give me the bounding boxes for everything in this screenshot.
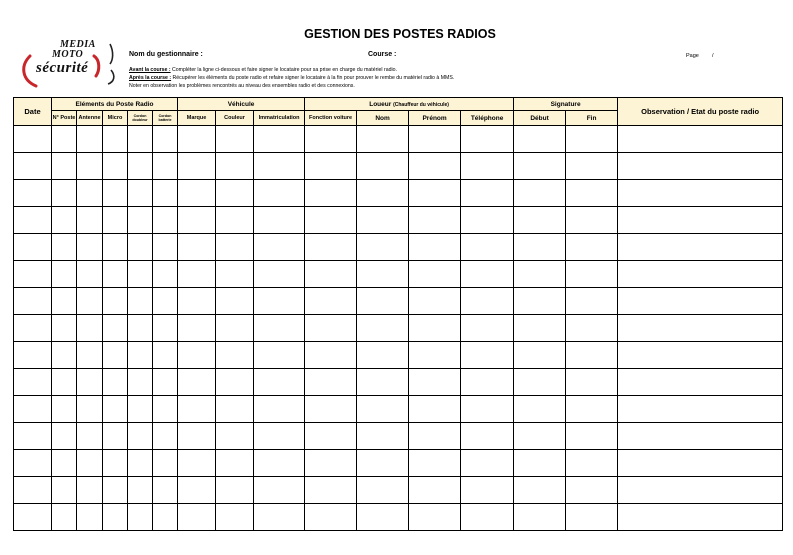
table-cell[interactable]	[216, 450, 254, 477]
table-cell[interactable]	[618, 126, 783, 153]
table-cell[interactable]	[52, 288, 77, 315]
table-cell[interactable]	[77, 207, 103, 234]
table-cell[interactable]	[305, 288, 357, 315]
table-cell[interactable]	[461, 261, 514, 288]
table-cell[interactable]	[409, 180, 461, 207]
table-row	[14, 180, 783, 207]
table-cell[interactable]	[103, 450, 128, 477]
table-cell[interactable]	[77, 450, 103, 477]
table-cell[interactable]	[216, 180, 254, 207]
table-cell[interactable]	[77, 477, 103, 504]
table-cell[interactable]	[128, 261, 153, 288]
table-cell[interactable]	[618, 261, 783, 288]
table-cell[interactable]	[128, 423, 153, 450]
table-cell[interactable]	[357, 450, 409, 477]
table-cell[interactable]	[14, 207, 52, 234]
table-cell[interactable]	[14, 423, 52, 450]
signature-group-header: Signature	[514, 98, 618, 111]
table-cell[interactable]	[618, 396, 783, 423]
table-cell[interactable]	[254, 261, 305, 288]
table-cell[interactable]	[461, 207, 514, 234]
antenne-header: Antenne	[77, 111, 103, 126]
page-separator: /	[712, 53, 714, 59]
table-cell[interactable]	[409, 369, 461, 396]
table-cell[interactable]	[153, 207, 178, 234]
table-cell[interactable]	[178, 261, 216, 288]
table-row	[14, 126, 783, 153]
table-cell[interactable]	[52, 180, 77, 207]
table-cell[interactable]	[357, 504, 409, 531]
table-cell[interactable]	[52, 261, 77, 288]
table-row	[14, 261, 783, 288]
table-cell[interactable]	[566, 504, 618, 531]
table-cell[interactable]	[178, 234, 216, 261]
table-cell[interactable]	[461, 450, 514, 477]
table-cell[interactable]	[14, 396, 52, 423]
table-cell[interactable]	[103, 423, 128, 450]
table-row	[14, 153, 783, 180]
table-cell[interactable]	[514, 315, 566, 342]
table-cell[interactable]	[618, 477, 783, 504]
table-cell[interactable]	[254, 315, 305, 342]
table-cell[interactable]	[514, 180, 566, 207]
table-cell[interactable]	[254, 450, 305, 477]
table-cell[interactable]	[618, 342, 783, 369]
table-cell[interactable]	[153, 126, 178, 153]
table-cell[interactable]	[77, 342, 103, 369]
table-cell[interactable]	[14, 153, 52, 180]
table-cell[interactable]	[178, 126, 216, 153]
table-cell[interactable]	[128, 369, 153, 396]
table-cell[interactable]	[305, 153, 357, 180]
table-cell[interactable]	[178, 153, 216, 180]
table-cell[interactable]	[14, 234, 52, 261]
table-cell[interactable]	[128, 180, 153, 207]
table-row	[14, 450, 783, 477]
table-cell[interactable]	[77, 423, 103, 450]
table-cell[interactable]	[128, 126, 153, 153]
table-cell[interactable]	[128, 207, 153, 234]
table-cell[interactable]	[461, 288, 514, 315]
page-title: GESTION DES POSTES RADIOS	[304, 27, 496, 41]
course-label: Course :	[368, 51, 397, 58]
table-cell[interactable]	[216, 288, 254, 315]
table-cell[interactable]	[77, 180, 103, 207]
page-label: Page	[686, 53, 699, 59]
table-cell[interactable]	[566, 180, 618, 207]
table-cell[interactable]	[305, 207, 357, 234]
instruction-before	[129, 67, 397, 73]
table-cell[interactable]	[514, 261, 566, 288]
table-cell[interactable]	[77, 261, 103, 288]
table-cell[interactable]	[77, 396, 103, 423]
table-cell[interactable]	[357, 153, 409, 180]
table-cell[interactable]	[514, 423, 566, 450]
table-cell[interactable]	[14, 126, 52, 153]
table-cell[interactable]	[103, 369, 128, 396]
table-cell[interactable]	[128, 153, 153, 180]
table-cell[interactable]	[103, 396, 128, 423]
table-cell[interactable]	[461, 423, 514, 450]
table-cell[interactable]	[618, 207, 783, 234]
table-cell[interactable]	[566, 288, 618, 315]
table-cell[interactable]	[409, 450, 461, 477]
instruction-before-text: Compléter la ligne ci-dessous et faire signer le locataire pour sa prise en charge du matériel radio.	[170, 67, 397, 73]
table-cell[interactable]	[409, 504, 461, 531]
table-cell[interactable]	[254, 342, 305, 369]
radio-log-table	[13, 97, 783, 531]
table-cell[interactable]	[103, 207, 128, 234]
table-cell[interactable]	[566, 261, 618, 288]
table-cell[interactable]	[357, 234, 409, 261]
marque-header: Marque	[178, 111, 216, 126]
table-cell[interactable]	[514, 396, 566, 423]
table-cell[interactable]	[461, 126, 514, 153]
table-cell[interactable]	[566, 423, 618, 450]
instruction-after-text: Récupérer les éléments du poste radio et refaire signer le locataire à la fin pour prouver le rembe du matériel radio à MMS.	[171, 75, 455, 81]
table-cell[interactable]	[52, 207, 77, 234]
table-cell[interactable]	[103, 180, 128, 207]
table-cell[interactable]	[128, 396, 153, 423]
table-cell[interactable]	[254, 126, 305, 153]
table-cell[interactable]	[153, 315, 178, 342]
table-cell[interactable]	[128, 504, 153, 531]
table-cell[interactable]	[305, 234, 357, 261]
logo-line-media: MEDIA	[60, 39, 96, 50]
table-cell[interactable]	[178, 180, 216, 207]
table-cell[interactable]	[153, 423, 178, 450]
table-cell[interactable]	[178, 369, 216, 396]
table-cell[interactable]	[514, 477, 566, 504]
table-cell[interactable]	[153, 261, 178, 288]
table-cell[interactable]	[461, 180, 514, 207]
table-cell[interactable]	[305, 342, 357, 369]
table-cell[interactable]	[409, 207, 461, 234]
table-cell[interactable]	[461, 234, 514, 261]
table-cell[interactable]	[153, 342, 178, 369]
instruction-after-label: Après la course :	[129, 75, 172, 81]
table-cell[interactable]	[357, 342, 409, 369]
table-cell[interactable]	[14, 369, 52, 396]
cordon-doubleur-header: Cordon doubleur	[128, 111, 153, 126]
table-cell[interactable]	[254, 180, 305, 207]
table-cell[interactable]	[103, 477, 128, 504]
table-cell[interactable]	[14, 180, 52, 207]
table-cell[interactable]	[305, 450, 357, 477]
table-cell[interactable]	[305, 369, 357, 396]
table-cell[interactable]	[77, 288, 103, 315]
table-cell[interactable]	[52, 477, 77, 504]
instruction-before-label: Avant la course :	[129, 67, 171, 73]
table-cell[interactable]	[409, 396, 461, 423]
table-cell[interactable]	[409, 153, 461, 180]
table-cell[interactable]	[618, 504, 783, 531]
table-row	[14, 342, 783, 369]
table-cell[interactable]	[178, 450, 216, 477]
table-cell[interactable]	[618, 369, 783, 396]
table-cell[interactable]	[461, 504, 514, 531]
table-cell[interactable]	[178, 504, 216, 531]
table-cell[interactable]	[216, 342, 254, 369]
media-moto-securite-logo	[16, 30, 122, 88]
table-cell[interactable]	[52, 423, 77, 450]
table-row	[14, 207, 783, 234]
table-cell[interactable]	[52, 126, 77, 153]
table-cell[interactable]	[14, 315, 52, 342]
table-cell[interactable]	[77, 153, 103, 180]
table-cell[interactable]	[103, 126, 128, 153]
table-cell[interactable]	[409, 315, 461, 342]
instruction-note: Noter en observation les problèmes rencontrés au niveau des ensembles radio et des connexions.	[129, 83, 355, 89]
table-row	[14, 315, 783, 342]
table-cell[interactable]	[357, 207, 409, 234]
table-cell[interactable]	[216, 234, 254, 261]
table-row	[14, 396, 783, 423]
table-cell[interactable]	[305, 261, 357, 288]
fin-header: Fin	[566, 111, 618, 126]
table-cell[interactable]	[216, 126, 254, 153]
table-cell[interactable]	[409, 477, 461, 504]
table-cell[interactable]	[409, 261, 461, 288]
table-cell[interactable]	[461, 396, 514, 423]
table-cell[interactable]	[357, 396, 409, 423]
table-cell[interactable]	[514, 288, 566, 315]
table-cell[interactable]	[52, 369, 77, 396]
table-cell[interactable]	[566, 234, 618, 261]
table-cell[interactable]	[514, 126, 566, 153]
table-cell[interactable]	[216, 207, 254, 234]
table-cell[interactable]	[216, 153, 254, 180]
table-cell[interactable]	[618, 450, 783, 477]
table-cell[interactable]	[128, 234, 153, 261]
table-cell[interactable]	[254, 288, 305, 315]
table-cell[interactable]	[14, 450, 52, 477]
table-row	[14, 423, 783, 450]
table-cell[interactable]	[357, 180, 409, 207]
table-cell[interactable]	[461, 369, 514, 396]
table-cell[interactable]	[566, 477, 618, 504]
table-cell[interactable]	[153, 477, 178, 504]
table-cell[interactable]	[216, 423, 254, 450]
table-row	[14, 234, 783, 261]
prenom-header: Prénom	[409, 111, 461, 126]
table-cell[interactable]	[514, 504, 566, 531]
table-cell[interactable]	[153, 234, 178, 261]
table-cell[interactable]	[14, 477, 52, 504]
table-row	[14, 504, 783, 531]
table-cell[interactable]	[77, 315, 103, 342]
fonction-voiture-header: Fonction voiture	[305, 111, 357, 126]
table-cell[interactable]	[566, 396, 618, 423]
table-cell[interactable]	[618, 288, 783, 315]
table-cell[interactable]	[461, 477, 514, 504]
table-cell[interactable]	[103, 234, 128, 261]
table-cell[interactable]	[103, 261, 128, 288]
table-cell[interactable]	[52, 342, 77, 369]
table-cell[interactable]	[305, 126, 357, 153]
table-cell[interactable]	[618, 315, 783, 342]
table-cell[interactable]	[357, 126, 409, 153]
logo-line-securite: sécurité	[36, 60, 89, 76]
cordon-batterie-header: Cordon batterie	[153, 111, 178, 126]
couleur-header: Couleur	[216, 111, 254, 126]
table-cell[interactable]	[52, 234, 77, 261]
table-cell[interactable]	[153, 504, 178, 531]
table-cell[interactable]	[305, 396, 357, 423]
table-cell[interactable]	[153, 180, 178, 207]
table-cell[interactable]	[178, 477, 216, 504]
table-cell[interactable]	[357, 315, 409, 342]
table-cell[interactable]	[409, 288, 461, 315]
table-cell[interactable]	[566, 207, 618, 234]
table-cell[interactable]	[77, 504, 103, 531]
table-cell[interactable]	[305, 477, 357, 504]
table-cell[interactable]	[461, 342, 514, 369]
table-cell[interactable]	[103, 342, 128, 369]
table-cell[interactable]	[305, 504, 357, 531]
table-cell[interactable]	[514, 369, 566, 396]
immatriculation-header: Immatriculation	[254, 111, 305, 126]
table-cell[interactable]	[103, 153, 128, 180]
table-body	[14, 126, 783, 531]
table-cell[interactable]	[153, 288, 178, 315]
table-cell[interactable]	[128, 288, 153, 315]
table-cell[interactable]	[618, 180, 783, 207]
table-cell[interactable]	[566, 153, 618, 180]
table-cell[interactable]	[14, 504, 52, 531]
table-cell[interactable]	[461, 153, 514, 180]
table-cell[interactable]	[254, 396, 305, 423]
table-cell[interactable]	[128, 342, 153, 369]
table-cell[interactable]	[254, 423, 305, 450]
table-cell[interactable]	[216, 261, 254, 288]
table-cell[interactable]	[357, 477, 409, 504]
table-cell[interactable]	[514, 207, 566, 234]
table-cell[interactable]	[305, 423, 357, 450]
table-cell[interactable]	[128, 315, 153, 342]
logo-line-moto: MOTO	[52, 49, 84, 60]
table-cell[interactable]	[216, 315, 254, 342]
table-cell[interactable]	[216, 504, 254, 531]
table-cell[interactable]	[77, 369, 103, 396]
table-cell[interactable]	[305, 315, 357, 342]
table-cell[interactable]	[254, 234, 305, 261]
table-cell[interactable]	[178, 315, 216, 342]
observation-header: Observation / Etat du poste radio	[618, 98, 783, 126]
table-cell[interactable]	[103, 315, 128, 342]
debut-header: Début	[514, 111, 566, 126]
table-cell[interactable]	[14, 342, 52, 369]
table-row	[14, 369, 783, 396]
elements-group-header: Eléments du Poste Radio	[52, 98, 178, 111]
table-cell[interactable]	[178, 207, 216, 234]
table-cell[interactable]	[461, 315, 514, 342]
table-cell[interactable]	[52, 396, 77, 423]
table-cell[interactable]	[566, 369, 618, 396]
nom-header: Nom	[357, 111, 409, 126]
table-cell[interactable]	[52, 504, 77, 531]
table-cell[interactable]	[216, 369, 254, 396]
table-cell[interactable]	[254, 504, 305, 531]
table-cell[interactable]	[409, 342, 461, 369]
table-cell[interactable]	[153, 396, 178, 423]
table-cell[interactable]	[216, 396, 254, 423]
table-cell[interactable]	[153, 369, 178, 396]
table-cell[interactable]	[14, 261, 52, 288]
num-poste-header: N° Poste	[52, 111, 77, 126]
table-cell[interactable]	[618, 234, 783, 261]
table-cell[interactable]	[514, 234, 566, 261]
table-cell[interactable]	[409, 126, 461, 153]
table-cell[interactable]	[52, 450, 77, 477]
table-cell[interactable]	[566, 126, 618, 153]
loueur-label: Loueur	[369, 100, 392, 108]
table-cell[interactable]	[77, 126, 103, 153]
table-cell[interactable]	[178, 396, 216, 423]
table-cell[interactable]	[254, 477, 305, 504]
table-cell[interactable]	[52, 153, 77, 180]
table-cell[interactable]	[216, 477, 254, 504]
table-cell[interactable]	[103, 504, 128, 531]
table-cell[interactable]	[357, 423, 409, 450]
table-cell[interactable]	[305, 180, 357, 207]
table-row	[14, 477, 783, 504]
table-cell[interactable]	[254, 369, 305, 396]
table-cell[interactable]	[514, 153, 566, 180]
table-cell[interactable]	[409, 423, 461, 450]
table-cell[interactable]	[254, 153, 305, 180]
table-cell[interactable]	[128, 450, 153, 477]
table-cell[interactable]	[357, 261, 409, 288]
table-cell[interactable]	[618, 423, 783, 450]
telephone-header: Téléphone	[461, 111, 514, 126]
table-cell[interactable]	[514, 342, 566, 369]
table-cell[interactable]	[178, 423, 216, 450]
table-cell[interactable]	[357, 288, 409, 315]
table-cell[interactable]	[14, 288, 52, 315]
table-cell[interactable]	[566, 450, 618, 477]
table-row	[14, 288, 783, 315]
table-cell[interactable]	[153, 450, 178, 477]
table-cell[interactable]	[357, 369, 409, 396]
table-cell[interactable]	[77, 234, 103, 261]
table-cell[interactable]	[178, 288, 216, 315]
table-cell[interactable]	[254, 207, 305, 234]
table-cell[interactable]	[409, 234, 461, 261]
vehicule-group-header: Véhicule	[178, 98, 305, 111]
loueur-sublabel: (Chauffeur du véhicule)	[393, 101, 449, 108]
table-cell[interactable]	[566, 342, 618, 369]
manager-label: Nom du gestionnaire :	[129, 51, 203, 58]
date-header: Date	[14, 98, 52, 126]
instruction-after	[129, 75, 454, 81]
loueur-group-header	[305, 98, 514, 111]
table-cell[interactable]	[153, 153, 178, 180]
table-cell[interactable]	[618, 153, 783, 180]
table-cell[interactable]	[52, 315, 77, 342]
table-cell[interactable]	[514, 450, 566, 477]
micro-header: Micro	[103, 111, 128, 126]
table-cell[interactable]	[566, 315, 618, 342]
table-cell[interactable]	[128, 477, 153, 504]
table-cell[interactable]	[103, 288, 128, 315]
table-cell[interactable]	[178, 342, 216, 369]
